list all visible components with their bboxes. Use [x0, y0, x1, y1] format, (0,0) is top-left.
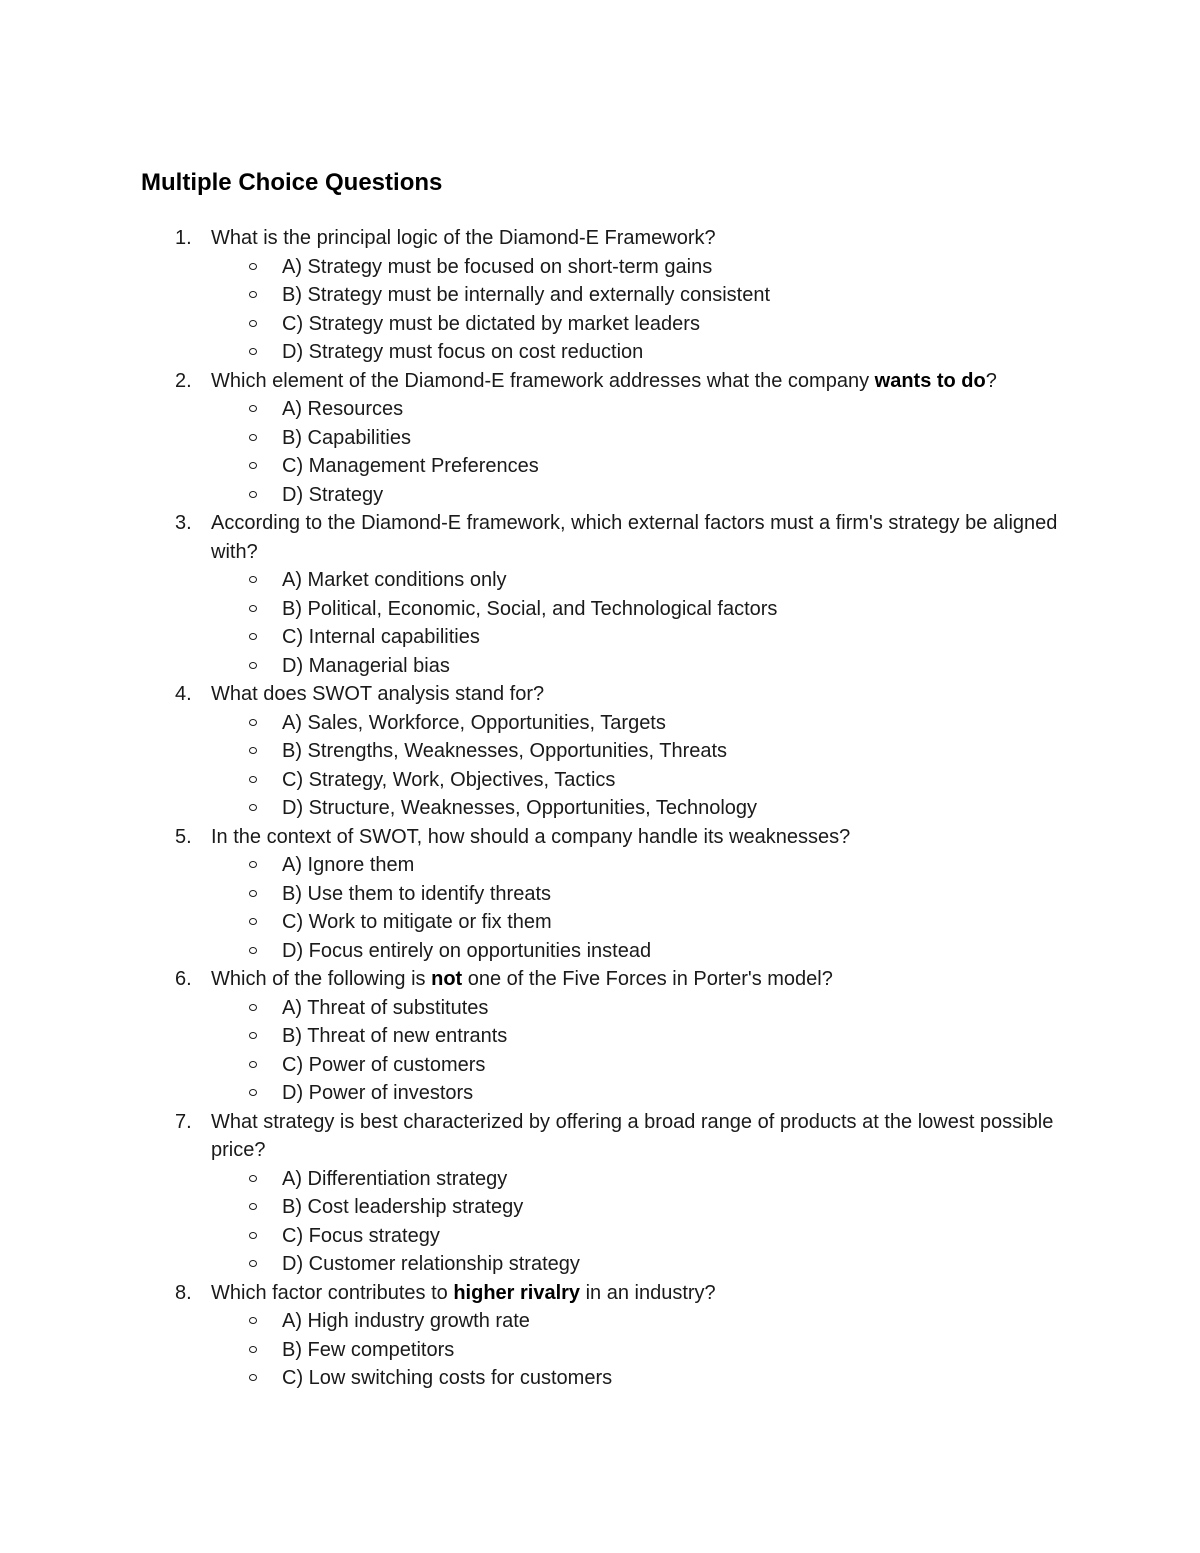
hollow-circle-bullet-icon: [249, 747, 257, 754]
question-text-segment: Which factor contributes to: [211, 1281, 454, 1304]
answer-option: [0, 338, 1200, 367]
answer-option: [0, 595, 1200, 624]
answer-option: [0, 652, 1200, 681]
question-number: 6.: [175, 968, 192, 990]
question-item: [0, 1108, 1200, 1279]
answer-option: [0, 794, 1200, 823]
answer-option-label: C) Low switching costs for customers: [282, 1367, 613, 1389]
question-text: [0, 823, 1061, 852]
hollow-circle-bullet-icon: [249, 1317, 257, 1324]
answer-options: [0, 851, 1200, 965]
answer-option: [0, 481, 1200, 510]
answer-option: [0, 452, 1200, 481]
hollow-circle-bullet-icon: [249, 462, 257, 469]
answer-option-label: D) Power of investors: [282, 1082, 474, 1104]
question-text-segment: In the context of SWOT, how should a company handle its weaknesses?: [211, 825, 851, 848]
answer-option-label: C) Focus strategy: [282, 1224, 440, 1247]
answer-option: [0, 908, 1200, 937]
answer-options: [0, 395, 1200, 509]
question-item: [0, 965, 1200, 1108]
answer-options: [0, 253, 1200, 367]
answer-option: [0, 1051, 1200, 1080]
hollow-circle-bullet-icon: [249, 263, 257, 270]
question-number: 5.: [175, 825, 192, 848]
answer-option: [0, 1222, 1200, 1251]
question-text: [0, 1108, 1061, 1165]
question-text: [0, 509, 1061, 566]
hollow-circle-bullet-icon: [249, 1203, 257, 1210]
hollow-circle-bullet-icon: [249, 434, 257, 441]
question-item: [0, 509, 1200, 680]
answer-option-label: D) Focus entirely on opportunities instead: [282, 939, 652, 962]
answer-option: [0, 1307, 1200, 1336]
answer-option: [0, 766, 1200, 795]
answer-option-label: B) Strategy must be internally and externally consistent: [282, 284, 771, 306]
hollow-circle-bullet-icon: [249, 1032, 257, 1039]
question-number: 4.: [175, 683, 192, 705]
hollow-circle-bullet-icon: [249, 291, 257, 298]
hollow-circle-bullet-icon: [249, 719, 257, 726]
question-text: [0, 965, 1061, 994]
answer-option-label: A) Resources: [282, 398, 404, 420]
hollow-circle-bullet-icon: [249, 1260, 257, 1267]
answer-option: [0, 937, 1200, 966]
hollow-circle-bullet-icon: [249, 320, 257, 327]
answer-option-label: D) Strategy must focus on cost reduction: [282, 341, 644, 363]
answer-option-label: A) Threat of substitutes: [282, 996, 489, 1019]
hollow-circle-bullet-icon: [249, 633, 257, 640]
answer-option-label: B) Threat of new entrants: [282, 1025, 508, 1047]
answer-options: [0, 1307, 1200, 1393]
answer-option-label: A) Sales, Workforce, Opportunities, Targets: [282, 711, 666, 734]
question-item: [0, 823, 1200, 966]
answer-option-label: C) Power of customers: [282, 1053, 486, 1076]
answer-options: [0, 1165, 1200, 1279]
answer-option-label: A) Differentiation strategy: [282, 1167, 508, 1190]
answer-option: [0, 623, 1200, 652]
hollow-circle-bullet-icon: [249, 1089, 257, 1096]
hollow-circle-bullet-icon: [249, 776, 257, 783]
answer-option-label: D) Structure, Weaknesses, Opportunities, Technology: [282, 797, 758, 819]
answer-option: [0, 1079, 1200, 1108]
question-number: 2.: [175, 369, 192, 392]
hollow-circle-bullet-icon: [249, 918, 257, 925]
question-emphasis: higher rivalry: [453, 1281, 581, 1304]
hollow-circle-bullet-icon: [249, 1004, 257, 1011]
answer-option: [0, 310, 1200, 339]
answer-option-label: B) Few competitors: [282, 1338, 455, 1361]
answer-option-label: B) Political, Economic, Social, and Technological factors: [282, 597, 778, 620]
question-emphasis: wants to do: [874, 369, 986, 392]
hollow-circle-bullet-icon: [249, 1346, 257, 1353]
question-text: [0, 680, 1061, 709]
answer-option: [0, 1193, 1200, 1222]
question-text-segment: ?: [985, 369, 997, 392]
answer-option: [0, 709, 1200, 738]
question-number: 7.: [175, 1110, 192, 1133]
answer-option: [0, 395, 1200, 424]
answer-option-label: B) Use them to identify threats: [282, 882, 552, 905]
answer-options: [0, 709, 1200, 823]
hollow-circle-bullet-icon: [249, 947, 257, 954]
answer-option: [0, 281, 1200, 310]
hollow-circle-bullet-icon: [249, 348, 257, 355]
hollow-circle-bullet-icon: [249, 1061, 257, 1068]
answer-option-label: B) Capabilities: [282, 426, 411, 449]
hollow-circle-bullet-icon: [249, 662, 257, 669]
answer-option-label: C) Management Preferences: [282, 455, 539, 477]
answer-option-label: B) Strengths, Weaknesses, Opportunities, Threats: [282, 740, 728, 762]
question-text-segment: What does SWOT analysis stand for?: [211, 683, 545, 705]
question-text-segment: What is the principal logic of the Diamond-E Framework?: [211, 227, 716, 249]
answer-option-label: C) Work to mitigate or fix them: [282, 911, 552, 933]
answer-option: [0, 1165, 1200, 1194]
answer-option: [0, 994, 1200, 1023]
question-text: [0, 1279, 1061, 1308]
question-number: 8.: [175, 1281, 192, 1304]
answer-options: [0, 566, 1200, 680]
hollow-circle-bullet-icon: [249, 491, 257, 498]
question-item: [0, 367, 1200, 510]
question-text-segment: Which of the following is: [211, 968, 432, 990]
question-emphasis: not: [431, 968, 463, 990]
question-text: [0, 224, 1061, 253]
answer-option-label: D) Managerial bias: [282, 654, 450, 677]
hollow-circle-bullet-icon: [249, 861, 257, 868]
question-list: [0, 224, 1200, 1393]
answer-option: [0, 1250, 1200, 1279]
answer-option: [0, 424, 1200, 453]
hollow-circle-bullet-icon: [249, 1374, 257, 1381]
answer-option-label: D) Strategy: [282, 483, 384, 506]
question-text-segment: What strategy is best characterized by offering a broad range of products at the lowest possible price?: [211, 1110, 1054, 1161]
answer-option: [0, 253, 1200, 282]
hollow-circle-bullet-icon: [249, 804, 257, 811]
answer-option: [0, 880, 1200, 909]
answer-option: [0, 1022, 1200, 1051]
answer-option: [0, 737, 1200, 766]
question-number: 3.: [175, 512, 192, 534]
answer-option-label: A) Ignore them: [282, 854, 415, 876]
answer-option-label: C) Strategy, Work, Objectives, Tactics: [282, 768, 616, 791]
answer-option: [0, 851, 1200, 880]
page-title: Multiple Choice Questions: [141, 169, 443, 196]
question-text: [0, 367, 1061, 396]
answer-options: [0, 994, 1200, 1108]
hollow-circle-bullet-icon: [249, 405, 257, 412]
answer-option: [0, 1336, 1200, 1365]
question-text-segment: one of the Five Forces in Porter's model?: [462, 968, 833, 990]
question-item: [0, 1279, 1200, 1393]
answer-option: [0, 566, 1200, 595]
question-item: [0, 224, 1200, 367]
hollow-circle-bullet-icon: [249, 890, 257, 897]
hollow-circle-bullet-icon: [249, 605, 257, 612]
hollow-circle-bullet-icon: [249, 1175, 257, 1182]
answer-option-label: A) High industry growth rate: [282, 1310, 530, 1332]
question-text-segment: Which element of the Diamond-E framework addresses what the company: [211, 369, 875, 392]
answer-option-label: C) Strategy must be dictated by market leaders: [282, 312, 700, 335]
hollow-circle-bullet-icon: [249, 576, 257, 583]
answer-option-label: A) Strategy must be focused on short-term gains: [282, 255, 713, 278]
question-text-segment: in an industry?: [580, 1281, 716, 1304]
answer-option-label: B) Cost leadership strategy: [282, 1196, 524, 1218]
question-item: [0, 680, 1200, 823]
answer-option: [0, 1364, 1200, 1393]
question-number: 1.: [175, 227, 192, 249]
answer-option-label: D) Customer relationship strategy: [282, 1253, 580, 1275]
answer-option-label: A) Market conditions only: [282, 569, 507, 591]
question-text-segment: According to the Diamond-E framework, which external factors must a firm's strategy be aligned with?: [211, 512, 1058, 563]
answer-option-label: C) Internal capabilities: [282, 626, 480, 648]
hollow-circle-bullet-icon: [249, 1232, 257, 1239]
